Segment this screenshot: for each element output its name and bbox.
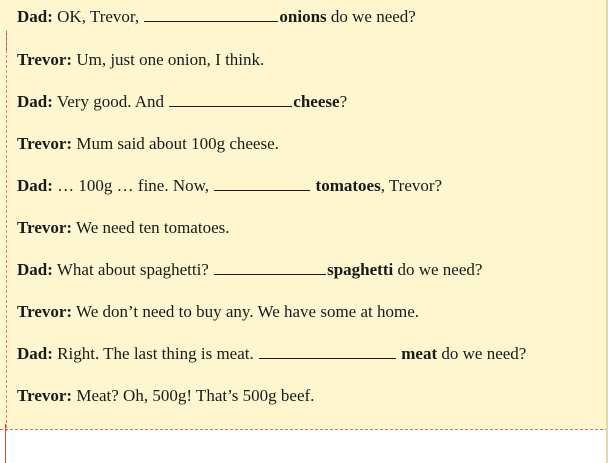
speaker-label: Trevor: <box>17 218 73 237</box>
dialogue-line-7 <box>17 260 482 280</box>
speaker-label: Dad: <box>17 176 53 195</box>
line-text: Um, just one onion, I think. <box>72 50 265 69</box>
answer-blank[interactable] <box>214 260 326 275</box>
answer-blank[interactable] <box>214 176 310 191</box>
margin-dashed-line <box>6 30 7 463</box>
line-text: Mum said about 100g cheese. <box>72 134 279 153</box>
dialogue-line-6 <box>17 218 230 238</box>
dialogue-line-9 <box>17 344 526 364</box>
speaker-label: Dad: <box>17 260 53 279</box>
keyword: tomatoes <box>315 176 381 195</box>
page-bottom-area <box>0 431 608 463</box>
dialogue-line-5 <box>17 176 442 196</box>
speaker-label: Dad: <box>17 92 53 111</box>
line-text: do we need? <box>393 260 483 279</box>
keyword: cheese <box>293 92 340 111</box>
speaker-label: Dad: <box>17 7 53 26</box>
line-text: , Trevor? <box>380 176 443 195</box>
answer-blank[interactable] <box>169 92 292 107</box>
dialogue-line-1 <box>17 7 416 27</box>
speaker-label: Dad: <box>17 344 53 363</box>
speaker-label: Trevor: <box>17 386 73 405</box>
dialogue-line-8 <box>17 302 419 322</box>
line-text: do we need? <box>437 344 527 363</box>
line-text: We need ten tomatoes. <box>72 218 230 237</box>
dialogue-line-3 <box>17 92 347 112</box>
dialogue-line-4 <box>17 134 279 154</box>
dialogue-line-2 <box>17 50 264 70</box>
line-text: Very good. And <box>52 92 169 111</box>
keyword: spaghetti <box>327 260 394 279</box>
line-text: What about spaghetti? <box>52 260 214 279</box>
keyword: meat <box>401 344 438 363</box>
line-text: OK, Trevor, <box>52 7 144 26</box>
answer-blank[interactable] <box>259 344 396 359</box>
answer-blank[interactable] <box>144 7 278 22</box>
speaker-label: Trevor: <box>17 50 73 69</box>
dashed-divider <box>0 429 608 430</box>
line-text: Right. The last thing is meat. <box>52 344 258 363</box>
speaker-label: Trevor: <box>17 302 73 321</box>
line-text: Meat? Oh, 500g! That’s 500g beef. <box>72 386 315 405</box>
dialogue-line-10 <box>17 386 314 406</box>
margin-mark-bottom <box>5 424 6 463</box>
line-text: ? <box>339 92 348 111</box>
keyword: onions <box>279 7 327 26</box>
line-text: do we need? <box>326 7 416 26</box>
line-text: We don’t need to buy any. We have some at home. <box>72 302 420 321</box>
speaker-label: Trevor: <box>17 134 73 153</box>
line-text: … 100g … fine. Now, <box>52 176 214 195</box>
